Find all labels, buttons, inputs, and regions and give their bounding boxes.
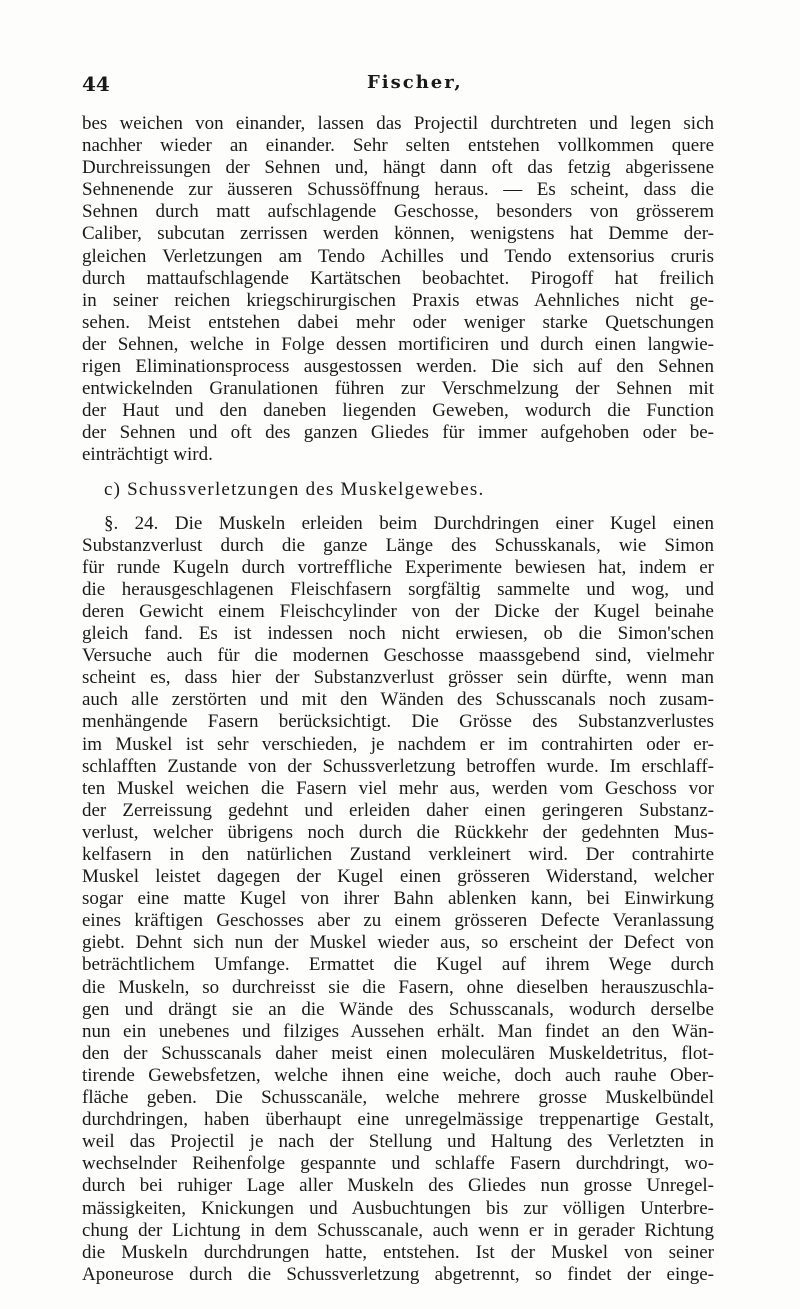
text-line: entwickelnden Granulationen führen zur Verschmelzung der Sehnen mit xyxy=(82,378,714,400)
text-line: eines kräftigen Geschosses aber zu einem grösseren Defecte Veranlassung xyxy=(82,910,714,932)
text-line: gleichen Verletzungen am Tendo Achilles und Tendo extensorius cruris xyxy=(82,245,714,267)
text-line: die Muskeln durchdrungen hatte, entstehen. Ist der Muskel von seiner xyxy=(82,1241,714,1263)
text-line: sehen. Meist entstehen dabei mehr oder weniger starke Quetschungen xyxy=(82,311,714,333)
text-line: durch mattaufschlagende Kartätschen beobachtet. Pirogoff hat freilich xyxy=(82,267,714,289)
section-heading: c) Schussverletzungen des Muskelgewebes. xyxy=(104,478,485,500)
text-line: durchdringen, haben überhaupt eine unregelmässige treppenartige Gestalt, xyxy=(82,1109,714,1131)
text-line: einträchtigt wird. xyxy=(82,444,213,466)
text-line: den der Schusscanals daher meist einen moleculären Muskeldetritus, flot- xyxy=(82,1042,714,1064)
text-line: der Sehnen und oft des ganzen Gliedes für immer aufgehoben oder be- xyxy=(82,422,714,444)
text-line: ten Muskel weichen die Fasern viel mehr aus, werden vom Geschoss vor xyxy=(82,777,714,799)
text-line: mässigkeiten, Knickungen und Ausbuchtungen bis zur völligen Unterbre- xyxy=(82,1197,714,1219)
text-line: Substanzverlust durch die ganze Länge des Schusskanals, wie Simon xyxy=(82,534,714,556)
text-line: sogar eine matte Kugel von ihrer Bahn ablenken kann, bei Einwirkung xyxy=(82,888,714,910)
text-line: beträchtlichem Umfange. Ermattet die Kugel auf ihrem Wege durch xyxy=(82,954,714,976)
text-line: die herausgeschlagenen Fleischfasern sorgfältig sammelte und wog, und xyxy=(82,578,714,600)
text-line: die Muskeln, so durchreisst sie die Fasern, ohne dieselben herauszuschla- xyxy=(82,976,714,998)
spacer xyxy=(82,467,714,479)
text-line: rigen Eliminationsprocess ausgestossen werden. Die sich auf den Sehnen xyxy=(82,356,714,378)
text-line: auch alle zerstörten und mit den Wänden des Schusscanals noch zusam- xyxy=(82,689,714,711)
text-line: der Sehnen, welche in Folge dessen mortificiren und durch einen langwie- xyxy=(82,333,714,355)
text-line: §. 24. Die Muskeln erleiden beim Durchdringen einer Kugel einen xyxy=(104,512,714,534)
text-line: im Muskel ist sehr verschieden, je nachdem er im contrahirten oder er- xyxy=(82,733,714,755)
text-line: nun ein unebenes und filziges Aussehen erhält. Man findet an den Wän- xyxy=(82,1020,714,1042)
paragraph-sehnen xyxy=(82,113,714,467)
text-line: tirende Gewebsfetzen, welche ihnen eine weiche, doch auch rauhe Ober- xyxy=(82,1064,714,1086)
body-text xyxy=(82,113,714,1286)
text-line: bes weichen von einander, lassen das Projectil durchtreten und legen sich xyxy=(82,113,714,134)
text-line: Muskel leistet dagegen der Kugel einen grösseren Widerstand, welcher xyxy=(82,866,714,888)
text-line: gleich fand. Es ist indessen noch nicht erwiesen, ob die Simon'schen xyxy=(82,623,714,645)
text-line: deren Gewicht einem Fleischcylinder von der Dicke der Kugel beinahe xyxy=(82,600,714,622)
text-line: chung der Lichtung in dem Schusscanale, auch wenn er in gerader Richtung xyxy=(82,1219,714,1241)
text-line: weil das Projectil je nach der Stellung und Haltung des Verletzten in xyxy=(82,1131,714,1153)
spacer xyxy=(82,501,714,513)
running-head: Fischer, xyxy=(367,72,463,93)
text-line: für runde Kugeln durch vortreffliche Experimente bewiesen hat, indem er xyxy=(82,556,714,578)
text-line: Sehnenende zur äusseren Schussöffnung heraus. — Es scheint, dass die xyxy=(82,179,714,201)
text-line: giebt. Dehnt sich nun der Muskel wieder aus, so erscheint der Defect von xyxy=(82,932,714,954)
text-line: der Haut und den daneben liegenden Geweben, wodurch die Function xyxy=(82,400,714,422)
paragraph-muskeln xyxy=(82,513,714,1286)
text-line: Caliber, subcutan zerrissen werden können, wenigstens hat Demme der- xyxy=(82,223,714,245)
text-line: kelfasern in den natürlichen Zustand verkleinert wird. Der contrahirte xyxy=(82,844,714,865)
page-header xyxy=(82,72,712,96)
text-line: Versuche auch für die modernen Geschosse maassgebend sind, vielmehr xyxy=(82,645,714,667)
page-number: 44 xyxy=(82,72,110,96)
text-line: Aponeurose durch die Schussverletzung abgetrennt, so findet der einge- xyxy=(82,1263,714,1285)
text-line: Sehnen durch matt aufschlagende Geschosse, besonders von grösserem xyxy=(82,201,714,223)
text-line: Durchreissungen der Sehnen und, hängt dann oft das fetzig abgerissene xyxy=(82,157,714,179)
text-line: fläche geben. Die Schusscanäle, welche mehrere grosse Muskelbündel xyxy=(82,1087,714,1109)
text-line: durch bei ruhiger Lage aller Muskeln des Gliedes nun grosse Unregel- xyxy=(82,1175,714,1197)
text-line: wechselnder Reihenfolge gespannte und schlaffe Fasern durchdringt, wo- xyxy=(82,1153,714,1175)
text-line: gen und drängt sie an die Wände des Schusscanals, wodurch derselbe xyxy=(82,998,714,1020)
text-line: der Zerreissung gedehnt und erleiden daher einen geringeren Substanz- xyxy=(82,799,714,821)
text-line: scheint es, dass hier der Substanzverlust grösser sein dürfte, wenn man xyxy=(82,667,714,689)
text-line: schlafften Zustande von der Schussverletzung betroffen wurde. Im erschlaff- xyxy=(82,755,714,777)
text-line: nachher wieder an einander. Sehr selten entstehen vollkommen quere xyxy=(82,135,714,157)
text-line: verlust, welcher übrigens noch durch die Rückkehr der gedehnten Mus- xyxy=(82,821,714,843)
text-line: in seiner reichen kriegschirurgischen Praxis etwas Aehnliches nicht ge- xyxy=(82,289,714,311)
text-line: menhängende Fasern berücksichtigt. Die Grösse des Substanzverlustes xyxy=(82,711,714,733)
